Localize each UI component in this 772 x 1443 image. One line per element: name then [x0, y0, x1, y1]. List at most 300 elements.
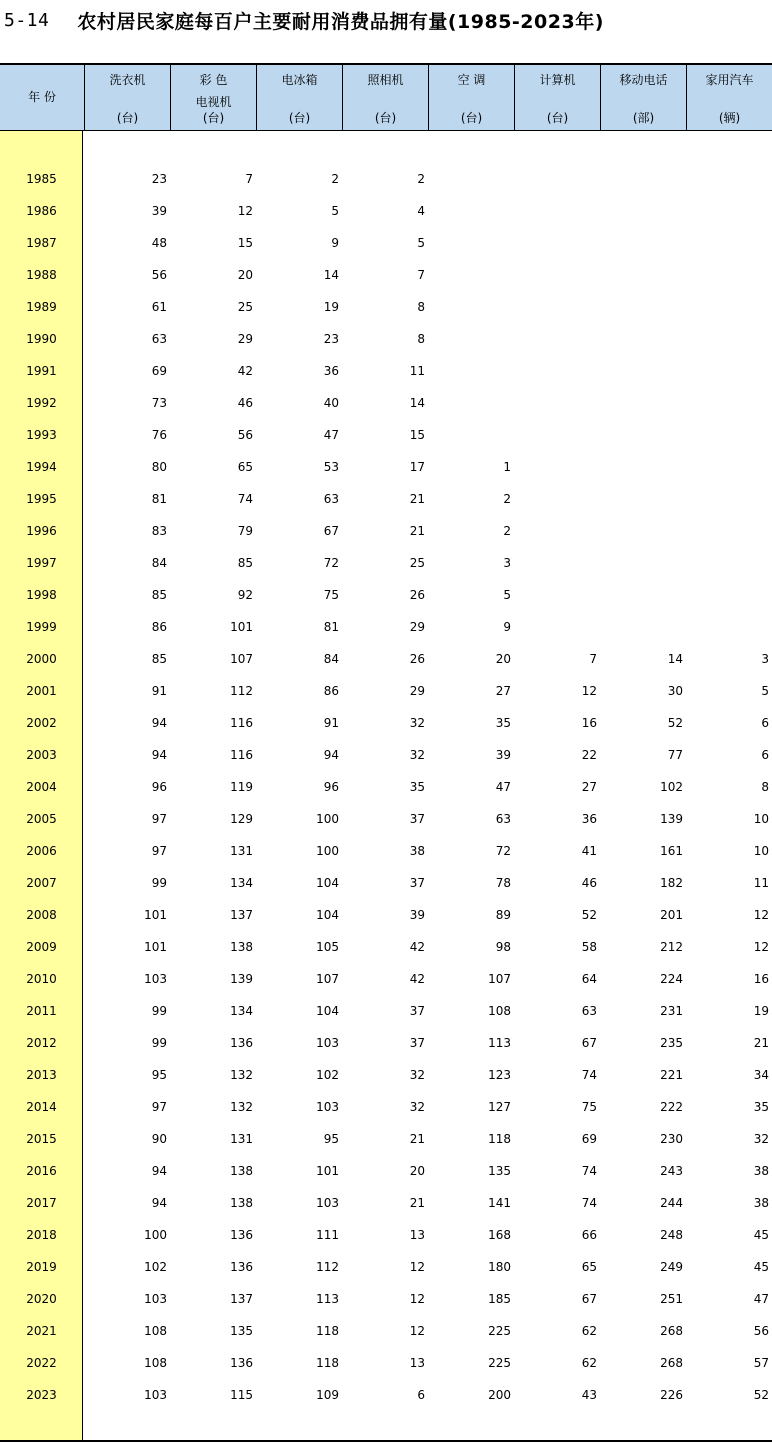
- value-cell: 63: [151, 332, 167, 346]
- value-cell: 226: [660, 1388, 683, 1402]
- value-cell: 61: [151, 300, 167, 314]
- table-row: [0, 355, 772, 387]
- year-cell: 1985: [26, 172, 57, 186]
- value-cell: 86: [323, 684, 339, 698]
- value-cell: 65: [581, 1260, 597, 1274]
- table-row: [0, 259, 772, 291]
- value-cell: 243: [660, 1164, 683, 1178]
- value-cell: 97: [151, 812, 167, 826]
- table-row: [0, 227, 772, 259]
- column-header-7: [686, 65, 772, 130]
- value-cell: 136: [230, 1228, 253, 1242]
- table-row: [0, 1283, 772, 1315]
- column-unit: (台): [546, 111, 569, 125]
- value-cell: 57: [753, 1356, 769, 1370]
- value-cell: 56: [151, 268, 167, 282]
- column-unit: (部): [632, 111, 655, 125]
- value-cell: 38: [753, 1164, 769, 1178]
- value-cell: 11: [409, 364, 425, 378]
- value-cell: 37: [409, 876, 425, 890]
- value-cell: 83: [151, 524, 167, 538]
- value-cell: 46: [237, 396, 253, 410]
- value-cell: 112: [316, 1260, 339, 1274]
- value-cell: 74: [581, 1068, 597, 1082]
- value-cell: 45: [753, 1260, 769, 1274]
- value-cell: 123: [488, 1068, 511, 1082]
- value-cell: 21: [753, 1036, 769, 1050]
- value-cell: 39: [409, 908, 425, 922]
- year-cell: 1995: [26, 492, 57, 506]
- value-cell: 85: [237, 556, 253, 570]
- header-bottom-rule: [0, 130, 772, 131]
- value-cell: 16: [753, 972, 769, 986]
- value-cell: 63: [495, 812, 511, 826]
- table-row: [0, 1155, 772, 1187]
- value-cell: 84: [323, 652, 339, 666]
- value-cell: 32: [753, 1132, 769, 1146]
- year-cell: 1990: [26, 332, 57, 346]
- value-cell: 62: [581, 1324, 597, 1338]
- value-cell: 9: [331, 236, 339, 250]
- value-cell: 35: [409, 780, 425, 794]
- value-cell: 29: [237, 332, 253, 346]
- value-cell: 5: [761, 684, 769, 698]
- year-header-cell: [0, 65, 84, 130]
- value-cell: 100: [316, 844, 339, 858]
- value-cell: 14: [323, 268, 339, 282]
- value-cell: 37: [409, 812, 425, 826]
- value-cell: 99: [151, 1036, 167, 1050]
- value-cell: 112: [230, 684, 253, 698]
- value-cell: 107: [230, 652, 253, 666]
- table-row: [0, 1315, 772, 1347]
- year-cell: 2008: [26, 908, 57, 922]
- year-cell: 2007: [26, 876, 57, 890]
- value-cell: 221: [660, 1068, 683, 1082]
- year-cell: 1999: [26, 620, 57, 634]
- value-cell: 8: [417, 332, 425, 346]
- column-name: 照相机: [367, 73, 404, 87]
- value-cell: 135: [488, 1164, 511, 1178]
- value-cell: 104: [316, 908, 339, 922]
- value-cell: 251: [660, 1292, 683, 1306]
- table-row: [0, 451, 772, 483]
- value-cell: 224: [660, 972, 683, 986]
- column-header-4: [428, 65, 514, 130]
- table-row: [0, 867, 772, 899]
- value-cell: 64: [581, 972, 597, 986]
- value-cell: 136: [230, 1356, 253, 1370]
- year-cell: 2018: [26, 1228, 57, 1242]
- table-row: [0, 291, 772, 323]
- value-cell: 5: [331, 204, 339, 218]
- value-cell: 268: [660, 1356, 683, 1370]
- value-cell: 116: [230, 748, 253, 762]
- value-cell: 182: [660, 876, 683, 890]
- value-cell: 29: [409, 620, 425, 634]
- value-cell: 16: [581, 716, 597, 730]
- value-cell: 185: [488, 1292, 511, 1306]
- value-cell: 248: [660, 1228, 683, 1242]
- value-cell: 7: [245, 172, 253, 186]
- column-name: 洗衣机: [109, 73, 146, 87]
- value-cell: 105: [316, 940, 339, 954]
- value-cell: 37: [409, 1004, 425, 1018]
- value-cell: 27: [581, 780, 597, 794]
- value-cell: 25: [409, 556, 425, 570]
- value-cell: 52: [753, 1388, 769, 1402]
- year-cell: 2014: [26, 1100, 57, 1114]
- column-header-3: [342, 65, 428, 130]
- value-cell: 48: [151, 236, 167, 250]
- value-cell: 56: [237, 428, 253, 442]
- table-title: 农村居民家庭每百户主要耐用消费品拥有量(1985-2023年): [77, 10, 604, 33]
- table-bottom-rule: [0, 1440, 772, 1442]
- value-cell: 73: [151, 396, 167, 410]
- value-cell: 118: [316, 1356, 339, 1370]
- value-cell: 102: [316, 1068, 339, 1082]
- value-cell: 39: [151, 204, 167, 218]
- value-cell: 2: [503, 492, 511, 506]
- value-cell: 32: [409, 748, 425, 762]
- year-cell: 1992: [26, 396, 57, 410]
- table-row: [0, 995, 772, 1027]
- value-cell: 2: [503, 524, 511, 538]
- value-cell: 32: [409, 1068, 425, 1082]
- value-cell: 134: [230, 876, 253, 890]
- value-cell: 63: [581, 1004, 597, 1018]
- value-cell: 132: [230, 1068, 253, 1082]
- value-cell: 225: [488, 1324, 511, 1338]
- value-cell: 21: [409, 492, 425, 506]
- year-cell: 2010: [26, 972, 57, 986]
- table-row: [0, 675, 772, 707]
- value-cell: 118: [488, 1132, 511, 1146]
- value-cell: 26: [409, 652, 425, 666]
- year-header-label: 年 份: [28, 90, 56, 104]
- value-cell: 47: [495, 780, 511, 794]
- value-cell: 129: [230, 812, 253, 826]
- value-cell: 72: [323, 556, 339, 570]
- table-row: [0, 611, 772, 643]
- value-cell: 12: [753, 908, 769, 922]
- table-row: [0, 163, 772, 195]
- value-cell: 75: [581, 1100, 597, 1114]
- value-cell: 19: [323, 300, 339, 314]
- year-cell: 2006: [26, 844, 57, 858]
- value-cell: 113: [488, 1036, 511, 1050]
- column-name: 移动电话: [619, 73, 668, 87]
- value-cell: 104: [316, 876, 339, 890]
- value-cell: 76: [151, 428, 167, 442]
- value-cell: 13: [409, 1356, 425, 1370]
- value-cell: 32: [409, 716, 425, 730]
- value-cell: 8: [761, 780, 769, 794]
- year-cell: 2021: [26, 1324, 57, 1338]
- value-cell: 94: [151, 748, 167, 762]
- value-cell: 94: [151, 716, 167, 730]
- value-cell: 7: [589, 652, 597, 666]
- value-cell: 56: [753, 1324, 769, 1338]
- value-cell: 15: [237, 236, 253, 250]
- value-cell: 20: [409, 1164, 425, 1178]
- value-cell: 29: [409, 684, 425, 698]
- value-cell: 222: [660, 1100, 683, 1114]
- table-row: [0, 515, 772, 547]
- year-cell: 2004: [26, 780, 57, 794]
- value-cell: 98: [495, 940, 511, 954]
- value-cell: 103: [316, 1036, 339, 1050]
- year-cell: 2019: [26, 1260, 57, 1274]
- value-cell: 67: [581, 1036, 597, 1050]
- value-cell: 96: [151, 780, 167, 794]
- value-cell: 134: [230, 1004, 253, 1018]
- value-cell: 8: [417, 300, 425, 314]
- table-row: [0, 1219, 772, 1251]
- value-cell: 86: [151, 620, 167, 634]
- value-cell: 225: [488, 1356, 511, 1370]
- value-cell: 9: [503, 620, 511, 634]
- value-cell: 12: [409, 1260, 425, 1274]
- value-cell: 14: [409, 396, 425, 410]
- table-row: [0, 579, 772, 611]
- table-row: [0, 323, 772, 355]
- value-cell: 119: [230, 780, 253, 794]
- column-name: 电冰箱: [281, 73, 318, 87]
- value-cell: 38: [409, 844, 425, 858]
- value-cell: 35: [495, 716, 511, 730]
- value-cell: 36: [323, 364, 339, 378]
- page-title: [4, 6, 604, 34]
- value-cell: 131: [230, 1132, 253, 1146]
- year-cell: 2022: [26, 1356, 57, 1370]
- value-cell: 168: [488, 1228, 511, 1242]
- value-cell: 97: [151, 1100, 167, 1114]
- value-cell: 43: [581, 1388, 597, 1402]
- value-cell: 10: [753, 844, 769, 858]
- value-cell: 111: [316, 1228, 339, 1242]
- table-row: [0, 899, 772, 931]
- value-cell: 85: [151, 588, 167, 602]
- value-cell: 39: [495, 748, 511, 762]
- table-row: [0, 803, 772, 835]
- value-cell: 108: [144, 1324, 167, 1338]
- value-cell: 92: [237, 588, 253, 602]
- year-cell: 1991: [26, 364, 57, 378]
- value-cell: 41: [581, 844, 597, 858]
- value-cell: 139: [660, 812, 683, 826]
- column-name: 家用汽车: [705, 73, 754, 87]
- value-cell: 94: [151, 1164, 167, 1178]
- table-row: [0, 419, 772, 451]
- value-cell: 7: [417, 268, 425, 282]
- value-cell: 45: [753, 1228, 769, 1242]
- value-cell: 81: [323, 620, 339, 634]
- value-cell: 66: [581, 1228, 597, 1242]
- value-cell: 94: [151, 1196, 167, 1210]
- value-cell: 101: [230, 620, 253, 634]
- table-row: [0, 835, 772, 867]
- value-cell: 3: [761, 652, 769, 666]
- value-cell: 47: [323, 428, 339, 442]
- value-cell: 136: [230, 1260, 253, 1274]
- value-cell: 21: [409, 1196, 425, 1210]
- value-cell: 20: [237, 268, 253, 282]
- value-cell: 6: [417, 1388, 425, 1402]
- value-cell: 74: [237, 492, 253, 506]
- table-row: [0, 739, 772, 771]
- value-cell: 42: [409, 940, 425, 954]
- year-cell: 1994: [26, 460, 57, 474]
- table-header: [0, 65, 772, 130]
- value-cell: 95: [323, 1132, 339, 1146]
- value-cell: 17: [409, 460, 425, 474]
- year-cell: 2001: [26, 684, 57, 698]
- value-cell: 63: [323, 492, 339, 506]
- year-cell: 2009: [26, 940, 57, 954]
- year-cell: 1989: [26, 300, 57, 314]
- value-cell: 100: [144, 1228, 167, 1242]
- value-cell: 10: [753, 812, 769, 826]
- value-cell: 21: [409, 524, 425, 538]
- table-row: [0, 1251, 772, 1283]
- value-cell: 102: [144, 1260, 167, 1274]
- value-cell: 46: [581, 876, 597, 890]
- value-cell: 96: [323, 780, 339, 794]
- value-cell: 5: [417, 236, 425, 250]
- value-cell: 131: [230, 844, 253, 858]
- value-cell: 244: [660, 1196, 683, 1210]
- value-cell: 235: [660, 1036, 683, 1050]
- value-cell: 14: [667, 652, 683, 666]
- column-name: 空 调: [457, 73, 486, 87]
- value-cell: 101: [144, 940, 167, 954]
- year-cell: 1997: [26, 556, 57, 570]
- year-cell: 2003: [26, 748, 57, 762]
- value-cell: 72: [495, 844, 511, 858]
- value-cell: 201: [660, 908, 683, 922]
- value-cell: 231: [660, 1004, 683, 1018]
- column-header-0: [84, 65, 170, 130]
- column-unit: (台): [460, 111, 483, 125]
- value-cell: 38: [753, 1196, 769, 1210]
- value-cell: 138: [230, 1164, 253, 1178]
- value-cell: 75: [323, 588, 339, 602]
- table-row: [0, 1027, 772, 1059]
- value-cell: 2: [417, 172, 425, 186]
- value-cell: 94: [323, 748, 339, 762]
- value-cell: 107: [316, 972, 339, 986]
- column-header-2: [256, 65, 342, 130]
- value-cell: 23: [323, 332, 339, 346]
- value-cell: 65: [237, 460, 253, 474]
- value-cell: 34: [753, 1068, 769, 1082]
- column-name: 计算机: [539, 73, 576, 87]
- value-cell: 78: [495, 876, 511, 890]
- value-cell: 30: [667, 684, 683, 698]
- value-cell: 90: [151, 1132, 167, 1146]
- column-name: 彩 色 电视机: [195, 73, 232, 109]
- value-cell: 97: [151, 844, 167, 858]
- value-cell: 47: [753, 1292, 769, 1306]
- value-cell: 69: [151, 364, 167, 378]
- value-cell: 89: [495, 908, 511, 922]
- value-cell: 81: [151, 492, 167, 506]
- value-cell: 74: [581, 1196, 597, 1210]
- value-cell: 67: [581, 1292, 597, 1306]
- value-cell: 26: [409, 588, 425, 602]
- table-row: [0, 387, 772, 419]
- year-cell: 2000: [26, 652, 57, 666]
- value-cell: 35: [753, 1100, 769, 1114]
- value-cell: 99: [151, 876, 167, 890]
- table-row: [0, 707, 772, 739]
- value-cell: 42: [409, 972, 425, 986]
- value-cell: 115: [230, 1388, 253, 1402]
- value-cell: 3: [503, 556, 511, 570]
- year-cell: 1993: [26, 428, 57, 442]
- table-row: [0, 195, 772, 227]
- column-unit: (台): [288, 111, 311, 125]
- value-cell: 137: [230, 908, 253, 922]
- value-cell: 107: [488, 972, 511, 986]
- value-cell: 32: [409, 1100, 425, 1114]
- table-row: [0, 1123, 772, 1155]
- table-row: [0, 1059, 772, 1091]
- value-cell: 12: [581, 684, 597, 698]
- value-cell: 53: [323, 460, 339, 474]
- value-cell: 27: [495, 684, 511, 698]
- value-cell: 116: [230, 716, 253, 730]
- value-cell: 22: [581, 748, 597, 762]
- year-cell: 2017: [26, 1196, 57, 1210]
- value-cell: 108: [144, 1356, 167, 1370]
- year-cell: 1988: [26, 268, 57, 282]
- value-cell: 141: [488, 1196, 511, 1210]
- table-row: [0, 643, 772, 675]
- value-cell: 23: [151, 172, 167, 186]
- value-cell: 95: [151, 1068, 167, 1082]
- value-cell: 13: [409, 1228, 425, 1242]
- value-cell: 113: [316, 1292, 339, 1306]
- value-cell: 80: [151, 460, 167, 474]
- value-cell: 132: [230, 1100, 253, 1114]
- value-cell: 84: [151, 556, 167, 570]
- table-number: 5-14: [4, 9, 50, 31]
- value-cell: 268: [660, 1324, 683, 1338]
- table-row: [0, 963, 772, 995]
- year-cell: 1998: [26, 588, 57, 602]
- table-row: [0, 1187, 772, 1219]
- value-cell: 36: [581, 812, 597, 826]
- year-cell: 2002: [26, 716, 57, 730]
- table-row: [0, 483, 772, 515]
- column-header-1: [170, 65, 256, 130]
- year-cell: 1996: [26, 524, 57, 538]
- value-cell: 1: [503, 460, 511, 474]
- value-cell: 69: [581, 1132, 597, 1146]
- value-cell: 12: [409, 1324, 425, 1338]
- value-cell: 4: [417, 204, 425, 218]
- value-cell: 11: [753, 876, 769, 890]
- value-cell: 103: [144, 1292, 167, 1306]
- value-cell: 249: [660, 1260, 683, 1274]
- value-cell: 91: [323, 716, 339, 730]
- value-cell: 100: [316, 812, 339, 826]
- value-cell: 62: [581, 1356, 597, 1370]
- value-cell: 104: [316, 1004, 339, 1018]
- column-unit: (辆): [718, 111, 741, 125]
